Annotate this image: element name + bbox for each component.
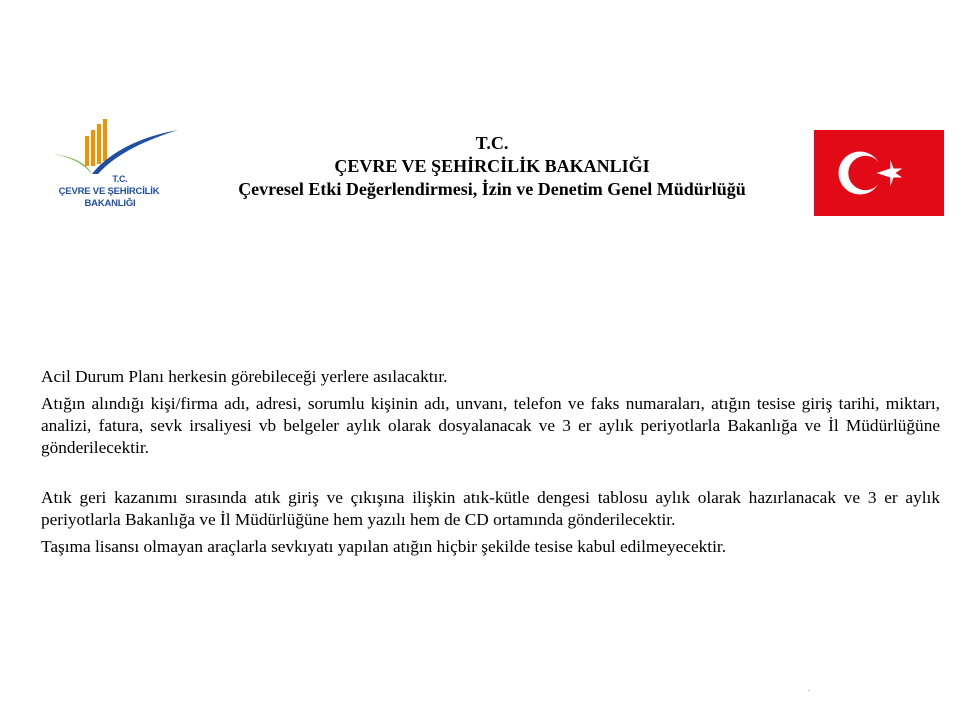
paragraph-emergency-plan: Acil Durum Planı herkesin görebileceği yerlere asılacaktır.	[41, 367, 448, 386]
paragraph-waste-records: Atığın alındığı kişi/firma adı, adresi, sorumlu kişinin adı, unvanı, telefon ve faks numaraları, atığın tesise giriş tarihi, miktarı, analizi, fatura, sevk irsaliyesi vb belgeler aylık olarak dosyalanacak ve 3 er aylık periyotlarla Bakanlığa ve İl Müdürlüğüne gönderilecektir.	[41, 394, 940, 457]
logo-ministry-line2: BAKANLIĞI	[84, 198, 136, 209]
paragraph-mass-balance: Atık geri kazanımı sırasında atık giriş ve çıkışına ilişkin atık-kütle dengesi tablosu aylık olarak hazırlanacak ve 3 er aylık periyotlarla Bakanlığa ve İl Müdürlüğüne hem yazılı hem de CD ortamında gönderilecektir.	[41, 488, 940, 529]
header-ministry: ÇEVRE VE ŞEHİRCİLİK BAKANLIĞI	[334, 156, 650, 176]
turkish-flag-icon	[814, 130, 944, 216]
ministry-logo-icon	[48, 118, 183, 178]
document-header	[180, 132, 804, 201]
footer-mark: .	[808, 684, 810, 693]
turkish-flag	[814, 130, 944, 216]
header-directorate: Çevresel Etki Değerlendirmesi, İzin ve Denetim Genel Müdürlüğü	[238, 179, 746, 199]
logo-ministry-line1: ÇEVRE VE ŞEHİRCİLİK	[58, 186, 160, 197]
logo-tc-text: T.C.	[112, 174, 128, 184]
ministry-logo	[48, 118, 183, 226]
document-body	[41, 366, 940, 558]
paragraph-transport-license: Taşıma lisansı olmayan araçlarla sevkıyatı yapılan atığın hiçbir şekilde tesise kabul edilmeyecektir.	[41, 537, 727, 556]
header-tc: T.C.	[475, 133, 509, 153]
